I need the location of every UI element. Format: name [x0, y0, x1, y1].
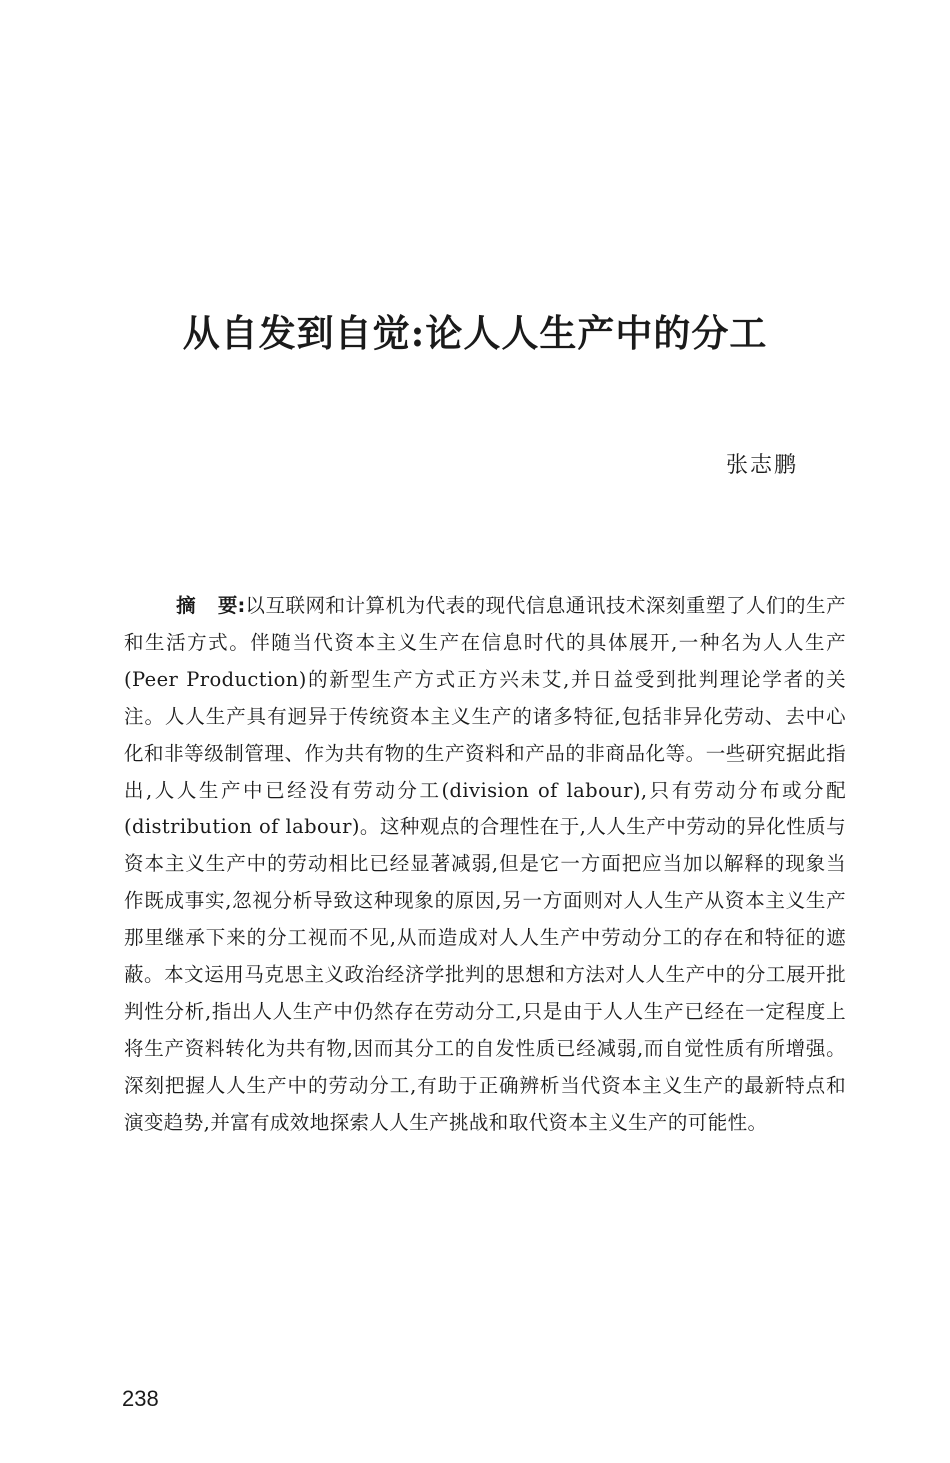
abstract-label-first: 摘	[176, 594, 196, 617]
page-number: 238	[122, 1386, 159, 1411]
abstract-paragraph	[124, 588, 846, 1142]
article-title: 从自发到自觉:论人人生产中的分工	[182, 311, 768, 355]
abstract-text: 以互联网和计算机为代表的现代信息通讯技术深刻重塑了人们的生产和生活方式。伴随当代资本主义生产在信息时代的具体展开,一种名为人人生产(Peer Production)的新型生产方式正方兴未艾,并日益受到批判理论学者的关注。人人生产具有迥异于传统资本主义生产的诸多特征,包括非异化劳动、去中心化和非等级制管理、作为共有物的生产资料和产品的非商品化等。一些研究据此指出,人人生产中已经没有劳动分工(division of labour),只有劳动分布或分配(distribution of labour)。这种观点的合理性在于,人人生产中劳动的异化性质与资本主义生产中的劳动相比已经显著减弱,但是它一方面把应当加以解释的现象当作既成事实,忽视分析导致这种现象的原因,另一方面则对人人生产从资本主义生产那里继承下来的分工视而不见,从而造成对人人生产中劳动分工的存在和特征的遮蔽。本文运用马克思主义政治经济学批判的思想和方法对人人生产中的分工展开批判性分析,指出人人生产中仍然存在劳动分工,只是由于人人生产已经在一定程度上将生产资料转化为共有物,因而其分工的自发性质已经减弱,而自觉性质有所增强。深刻把握人人生产中的劳动分工,有助于正确辨析当代资本主义生产的最新特点和演变趋势,并富有成效地探索人人生产挑战和取代资本主义生产的可能性。	[124, 594, 846, 1134]
author-name: 张志鹏	[725, 453, 798, 478]
abstract-label-second: 要:	[217, 594, 246, 617]
